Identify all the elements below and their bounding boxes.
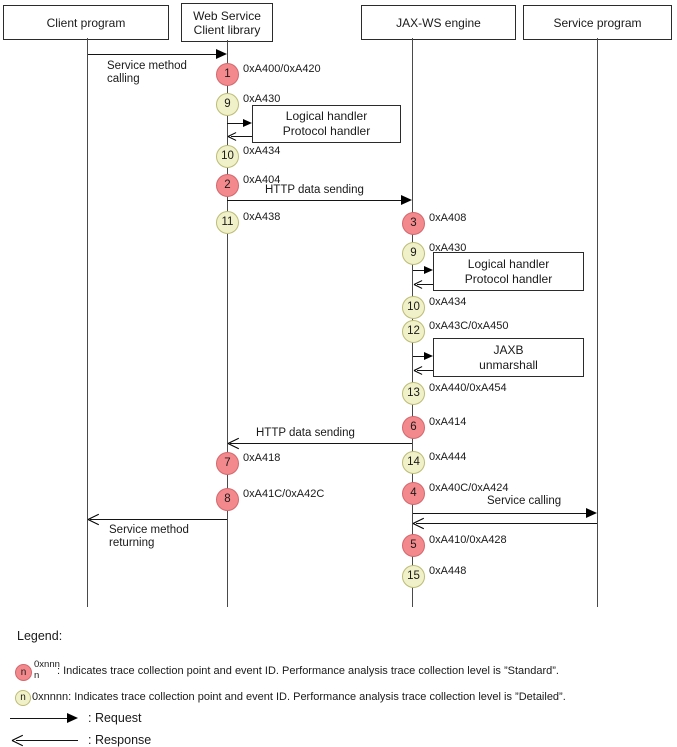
actor-label-web-service: Web Service: [193, 8, 261, 23]
request-arrowhead-icon: [216, 49, 227, 59]
arrow-service-method-calling-line: [88, 54, 216, 55]
trace-point-label: 0xA418: [243, 452, 281, 464]
lifeline-service-program: [597, 38, 598, 607]
trace-point-label: 0xA410/0xA428: [429, 534, 507, 546]
message-http-data-sending-response: HTTP data sending: [256, 427, 355, 439]
trace-point-label: 0xA43C/0xA450: [429, 320, 509, 332]
trace-point: 13: [402, 382, 425, 405]
mini-response-line: [417, 284, 433, 285]
lifeline-web-service-client-library: [227, 40, 228, 607]
arrow-http-data-sending-response-line: [230, 443, 412, 444]
trace-point: 3: [402, 212, 425, 235]
trace-point-label: 0xA434: [429, 296, 467, 308]
mini-request-line: [227, 123, 244, 124]
message-service-method-returning: Service method returning: [109, 524, 189, 549]
legend-request-arrow-line: [10, 718, 68, 719]
trace-point-label: 0xA440/0xA454: [429, 382, 507, 394]
trace-point-label: 0xA438: [243, 211, 281, 223]
message-http-data-sending-request: HTTP data sending: [265, 184, 364, 196]
trace-point-label: 0xA430: [243, 93, 281, 105]
request-arrowhead-icon: [586, 508, 597, 518]
legend-standard-description: : Indicates trace collection point and event ID. Performance analysis trace collection level is ”Standard”.: [57, 665, 559, 677]
actor-label-jaxws-engine: JAX-WS engine: [396, 15, 481, 30]
trace-point-label: 0xA40C/0xA424: [429, 482, 509, 494]
arrow-service-method-returning-line: [90, 519, 227, 520]
trace-point-label: 0xA41C/0xA42C: [243, 488, 325, 500]
message-service-calling: Service calling: [487, 495, 562, 507]
trace-point-label: 0xA444: [429, 451, 467, 463]
trace-point: 1: [216, 63, 239, 86]
message-service-method-calling: Service method calling: [107, 60, 187, 85]
actor-box-jaxws-engine: [361, 5, 516, 40]
trace-point-label: 0xA404: [243, 174, 281, 186]
actor-box-service-program: [523, 5, 672, 40]
trace-point: 7: [216, 452, 239, 475]
actor-label-service-program: Service program: [553, 15, 642, 30]
callout-logical-protocol-handler-client: [252, 105, 401, 143]
legend-response-label: : Response: [88, 733, 152, 747]
legend-standard-id-bottom: n: [34, 670, 40, 681]
trace-point: 11: [216, 211, 239, 234]
legend-standard-badge-icon: n: [15, 664, 32, 681]
trace-point-label: 0xA448: [429, 565, 467, 577]
trace-point: 15: [402, 565, 425, 588]
request-arrowhead-icon: [424, 266, 433, 274]
request-arrowhead-icon: [67, 713, 78, 723]
trace-point: 9: [402, 242, 425, 265]
trace-point: 12: [402, 320, 425, 343]
callout-label-logical-handler: Logical handler: [467, 256, 550, 271]
callout-label-jaxb: JAXB: [493, 342, 524, 357]
actor-label-client-library: Client library: [193, 22, 261, 37]
legend-title: Legend:: [17, 629, 63, 643]
callout-label-protocol-handler: Protocol handler: [464, 271, 553, 286]
trace-point: 8: [216, 488, 239, 511]
callout-label-protocol-handler: Protocol handler: [282, 124, 371, 138]
trace-point: 2: [216, 174, 239, 197]
trace-point-label: 0xA414: [429, 416, 467, 428]
trace-point-label: 0xA400/0xA420: [243, 63, 321, 75]
mini-response-line: [417, 370, 433, 371]
callout-jaxb-unmarshall: [433, 338, 584, 377]
trace-point: 14: [402, 451, 425, 474]
request-arrowhead-icon: [424, 352, 433, 360]
callout-label-unmarshall: unmarshall: [479, 357, 538, 372]
arrow-service-calling-line: [413, 513, 587, 514]
legend-request-label: : Request: [88, 711, 142, 725]
trace-point: 10: [216, 145, 239, 168]
lifeline-client-program: [87, 38, 88, 607]
callout-logical-protocol-handler-engine: [433, 252, 584, 291]
arrow-service-return-line: [416, 523, 597, 524]
request-arrowhead-icon: [401, 195, 412, 205]
legend-detailed-badge-icon: n: [15, 690, 31, 706]
actor-box-client-program: [3, 5, 169, 40]
trace-point-label: 0xA434: [243, 145, 281, 157]
legend-detailed-description: 0xnnnn: Indicates trace collection point and event ID. Performance analysis trace collection level is ”Detailed”.: [32, 691, 566, 703]
callout-label-logical-handler: Logical handler: [285, 109, 368, 123]
trace-point: 6: [402, 416, 425, 439]
legend-response-arrow-line: [16, 740, 78, 741]
actor-label-client-program: Client program: [46, 15, 126, 30]
trace-point: 4: [402, 482, 425, 505]
actor-box-web-service-client-library: [181, 3, 273, 42]
trace-point: 5: [402, 534, 425, 557]
request-arrowhead-icon: [243, 119, 252, 127]
trace-point: 9: [216, 93, 239, 116]
legend-standard-id-top: 0xnnn: [34, 659, 60, 670]
mini-response-line: [231, 136, 252, 137]
trace-point: 10: [402, 296, 425, 319]
arrow-http-data-sending-request-line: [227, 200, 402, 201]
trace-point-label: 0xA430: [429, 242, 467, 254]
trace-point-label: 0xA408: [429, 212, 467, 224]
